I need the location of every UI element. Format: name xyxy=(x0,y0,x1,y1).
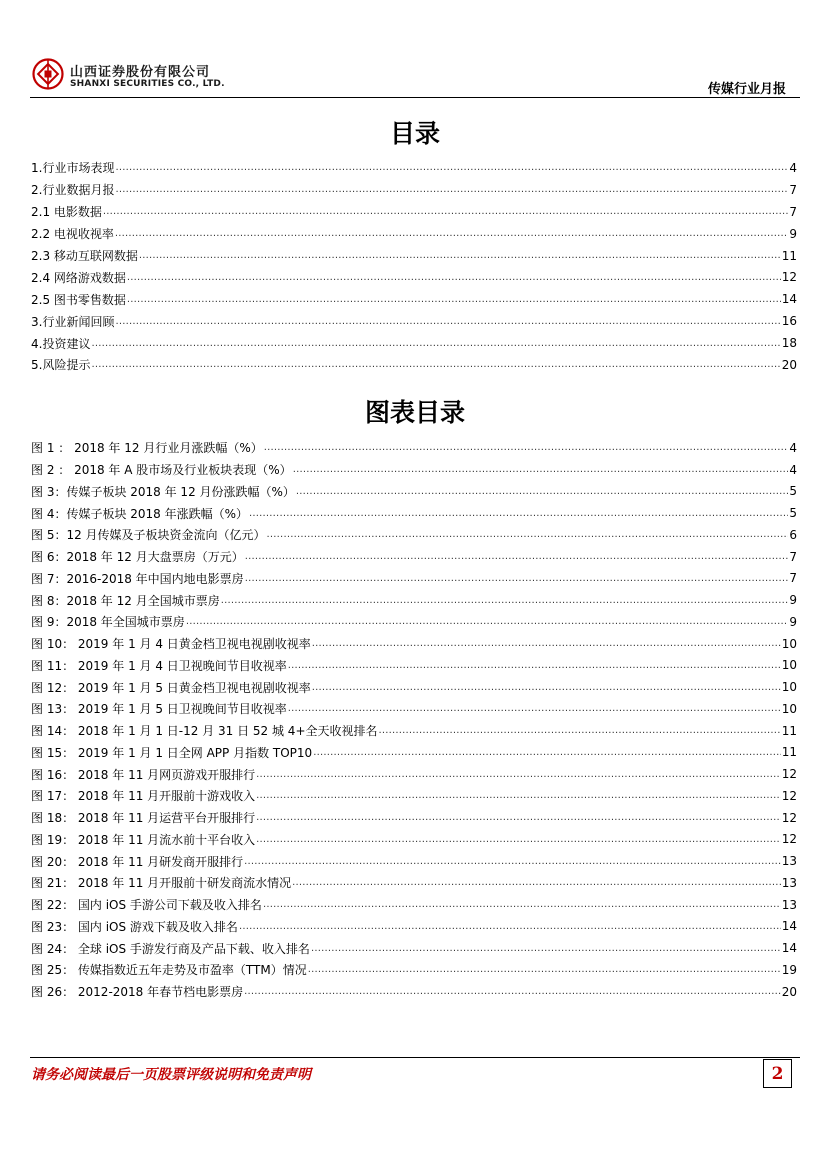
dot-leader xyxy=(263,899,781,910)
dot-leader xyxy=(264,442,789,453)
figure-entry-page: 10 xyxy=(781,701,797,716)
figure-entry-page: 12 xyxy=(781,810,797,825)
company-name-cn: 山西证券股份有限公司 xyxy=(70,65,211,80)
figure-entry-page: 13 xyxy=(781,854,797,869)
footer-divider xyxy=(30,1057,800,1058)
figure-entry[interactable] xyxy=(31,894,797,916)
figure-entry-label: 图 2 ： 2018 年 A 股市场及行业板块表现（%） xyxy=(31,463,292,478)
dot-leader xyxy=(267,529,789,540)
dot-leader xyxy=(115,162,788,173)
toc-entry[interactable] xyxy=(31,288,797,310)
dot-leader xyxy=(186,616,789,627)
figure-entry-label: 图 16： 2018 年 11 月网页游戏开服排行 xyxy=(31,767,256,782)
toc-entry-page: 7 xyxy=(789,204,797,219)
dot-leader xyxy=(103,206,788,217)
figure-entry-page: 9 xyxy=(789,593,797,608)
dot-leader xyxy=(115,184,788,195)
page-number: 2 xyxy=(763,1059,792,1088)
figure-entry-page: 11 xyxy=(781,745,797,760)
dot-leader xyxy=(244,986,781,997)
dot-leader xyxy=(115,228,788,239)
dot-leader xyxy=(256,790,781,801)
toc-entry-page: 14 xyxy=(781,292,797,307)
dot-leader xyxy=(245,573,789,584)
toc-entry-page: 4 xyxy=(789,160,797,175)
figure-entry-label: 图 11： 2019 年 1 月 4 日卫视晚间节目收视率 xyxy=(31,658,287,673)
figure-entry-page: 12 xyxy=(781,832,797,847)
dot-leader xyxy=(256,769,781,780)
figure-entry-label: 图 6：2018 年 12 月大盘票房（万元） xyxy=(31,550,244,565)
figure-entry-page: 13 xyxy=(781,897,797,912)
toc-entry-label: 2.5 图书零售数据 xyxy=(31,292,126,307)
figure-entry[interactable] xyxy=(31,502,797,524)
toc-list xyxy=(31,157,797,376)
dot-leader xyxy=(127,294,781,305)
toc-entry[interactable] xyxy=(31,332,797,354)
toc-entry[interactable] xyxy=(31,179,797,201)
dot-leader xyxy=(91,359,780,370)
figure-entry[interactable] xyxy=(31,655,797,677)
figure-entry-page: 10 xyxy=(781,636,797,651)
figure-entry-page: 14 xyxy=(781,941,797,956)
figure-entry[interactable] xyxy=(31,872,797,894)
figure-entry-page: 11 xyxy=(781,723,797,738)
figure-entry[interactable] xyxy=(31,481,797,503)
figure-entry-label: 图 26： 2012-2018 年春节档电影票房 xyxy=(31,985,244,1000)
company-name-en: SHANXI SECURITIES CO., LTD. xyxy=(70,79,225,89)
figure-entry-label: 图 14： 2018 年 1 月 1 日-12 月 31 日 52 城 4+全天收视排名 xyxy=(31,724,378,739)
figure-entry[interactable] xyxy=(31,742,797,764)
dot-leader xyxy=(312,638,781,649)
figure-entry-label: 图 4：传媒子板块 2018 年涨跌幅（%） xyxy=(31,506,249,521)
dot-leader xyxy=(91,338,780,349)
figure-entry-label: 图 1 ： 2018 年 12 月行业月涨跌幅（%） xyxy=(31,441,263,456)
figure-list xyxy=(31,437,797,1003)
report-type: 传媒行业月报 xyxy=(707,82,786,97)
figure-entry-page: 6 xyxy=(789,527,797,542)
figure-entry-page: 14 xyxy=(781,919,797,934)
figure-entry-page: 5 xyxy=(789,506,797,521)
figure-entry[interactable] xyxy=(31,916,797,938)
toc-entry[interactable] xyxy=(31,201,797,223)
figure-entry[interactable] xyxy=(31,676,797,698)
toc-entry[interactable] xyxy=(31,310,797,332)
figure-entry[interactable] xyxy=(31,763,797,785)
figure-entry[interactable] xyxy=(31,785,797,807)
dot-leader xyxy=(296,486,788,497)
figure-entry[interactable] xyxy=(31,524,797,546)
toc-entry-page: 20 xyxy=(781,357,797,372)
dot-leader xyxy=(115,316,780,327)
figure-entry[interactable] xyxy=(31,568,797,590)
figure-entry-page: 7 xyxy=(789,549,797,564)
figure-entry[interactable] xyxy=(31,959,797,981)
header-divider xyxy=(30,97,800,98)
company-logo-icon xyxy=(32,58,64,90)
toc-entry-page: 18 xyxy=(781,336,797,351)
figure-entry-page: 4 xyxy=(789,440,797,455)
figure-entry-label: 图 23： 国内 iOS 游戏下载及收入排名 xyxy=(31,919,238,934)
toc-entry-label: 2.1 电影数据 xyxy=(31,205,102,220)
figure-entry-page: 7 xyxy=(789,571,797,586)
toc-entry-label: 2.3 移动互联网数据 xyxy=(31,249,138,263)
figure-entry[interactable] xyxy=(31,829,797,851)
toc-entry-label: 3.行业新闻回顾 xyxy=(31,314,115,329)
figure-entry-label: 图 9：2018 年全国城市票房 xyxy=(31,615,185,630)
figure-entry-page: 13 xyxy=(781,875,797,890)
dot-leader xyxy=(139,250,781,261)
figure-entry-label: 图 7：2016-2018 年中国内地电影票房 xyxy=(31,571,244,586)
figure-entry[interactable] xyxy=(31,459,797,481)
figure-entry[interactable] xyxy=(31,589,797,611)
dot-leader xyxy=(288,703,781,714)
figure-entry-page: 12 xyxy=(781,767,797,782)
dot-leader xyxy=(244,856,781,867)
figure-entry[interactable] xyxy=(31,720,797,742)
dot-leader xyxy=(245,551,789,562)
disclaimer-text: 请务必阅读最后一页股票评级说明和免责声明 xyxy=(31,1067,311,1083)
toc-title: 目录 xyxy=(389,119,440,148)
dot-leader xyxy=(221,595,789,606)
dot-leader xyxy=(308,964,781,975)
toc-entry-page: 11 xyxy=(781,248,797,263)
page-header xyxy=(30,58,800,98)
toc-entry[interactable] xyxy=(31,157,797,179)
figure-entry-label: 图 12： 2019 年 1 月 5 日黄金档卫视电视剧收视率 xyxy=(31,680,311,695)
figure-entry-label: 图 13： 2019 年 1 月 5 日卫视晚间节目收视率 xyxy=(31,702,287,717)
toc-entry[interactable] xyxy=(31,354,797,376)
figure-entry-label: 图 24： 全球 iOS 手游发行商及产品下载、收入排名 xyxy=(31,941,310,956)
toc-entry-label: 1.行业市场表现 xyxy=(31,161,115,176)
dot-leader xyxy=(311,943,781,954)
toc-entry-page: 16 xyxy=(781,314,797,329)
dot-leader xyxy=(379,725,781,736)
figure-entry-page: 20 xyxy=(781,984,797,999)
figure-list-title: 图表目录 xyxy=(364,398,465,427)
toc-entry-label: 2.4 网络游戏数据 xyxy=(31,270,126,285)
toc-entry-label: 5.风险提示 xyxy=(31,358,91,373)
figure-entry-label: 图 15： 2019 年 1 月 1 日全网 APP 月指数 TOP10 xyxy=(31,745,313,760)
toc-entry-label: 2.行业数据月报 xyxy=(31,183,115,198)
figure-entry[interactable] xyxy=(31,633,797,655)
dot-leader xyxy=(292,877,781,888)
figure-entry-page: 4 xyxy=(789,462,797,477)
figure-entry-page: 10 xyxy=(781,658,797,673)
figure-entry-label: 图 25： 传媒指数近五年走势及市盈率（TTM）情况 xyxy=(31,963,307,978)
dot-leader xyxy=(256,812,781,823)
figure-entry-label: 图 17： 2018 年 11 月开服前十游戏收入 xyxy=(31,789,256,804)
toc-entry[interactable] xyxy=(31,245,797,267)
figure-entry-label: 图 22： 国内 iOS 手游公司下载及收入排名 xyxy=(31,898,262,913)
toc-entry-page: 12 xyxy=(781,270,797,285)
figure-entry[interactable] xyxy=(31,937,797,959)
figure-entry-label: 图 19： 2018 年 11 月流水前十平台收入 xyxy=(31,832,256,847)
figure-entry-label: 图 3：传媒子板块 2018 年 12 月份涨跌幅（%） xyxy=(31,484,295,499)
figure-entry[interactable] xyxy=(31,981,797,1003)
figure-entry-label: 图 8：2018 年 12 月全国城市票房 xyxy=(31,593,220,608)
toc-entry[interactable] xyxy=(31,266,797,288)
toc-entry[interactable] xyxy=(31,223,797,245)
figure-entry[interactable] xyxy=(31,850,797,872)
dot-leader xyxy=(249,508,788,519)
figure-entry-page: 10 xyxy=(781,680,797,695)
figure-entry-label: 图 18： 2018 年 11 月运营平台开服排行 xyxy=(31,811,256,826)
figure-entry[interactable] xyxy=(31,611,797,633)
figure-entry[interactable] xyxy=(31,698,797,720)
dot-leader xyxy=(288,660,781,671)
dot-leader xyxy=(312,682,781,693)
figure-entry-page: 12 xyxy=(781,788,797,803)
figure-entry-label: 图 10： 2019 年 1 月 4 日黄金档卫视电视剧收视率 xyxy=(31,637,311,652)
figure-entry[interactable] xyxy=(31,807,797,829)
toc-entry-page: 9 xyxy=(789,226,797,241)
toc-entry-label: 4.投资建议 xyxy=(31,336,91,351)
toc-entry-label: 2.2 电视收视率 xyxy=(31,227,114,242)
figure-entry-label: 图 5：12 月传媒及子板块资金流向（亿元） xyxy=(31,528,266,543)
dot-leader xyxy=(256,834,781,845)
dot-leader xyxy=(293,464,789,475)
figure-entry[interactable] xyxy=(31,546,797,568)
dot-leader xyxy=(127,272,781,283)
figure-entry-label: 图 21： 2018 年 11 月开服前十研发商流水情况 xyxy=(31,876,292,891)
figure-entry-page: 19 xyxy=(781,962,797,977)
figure-entry-page: 5 xyxy=(789,484,797,499)
dot-leader xyxy=(313,747,781,758)
toc-entry-page: 7 xyxy=(789,182,797,197)
figure-entry-label: 图 20： 2018 年 11 月研发商开服排行 xyxy=(31,854,244,869)
figure-entry[interactable] xyxy=(31,437,797,459)
figure-entry-page: 9 xyxy=(789,614,797,629)
dot-leader xyxy=(239,921,781,932)
